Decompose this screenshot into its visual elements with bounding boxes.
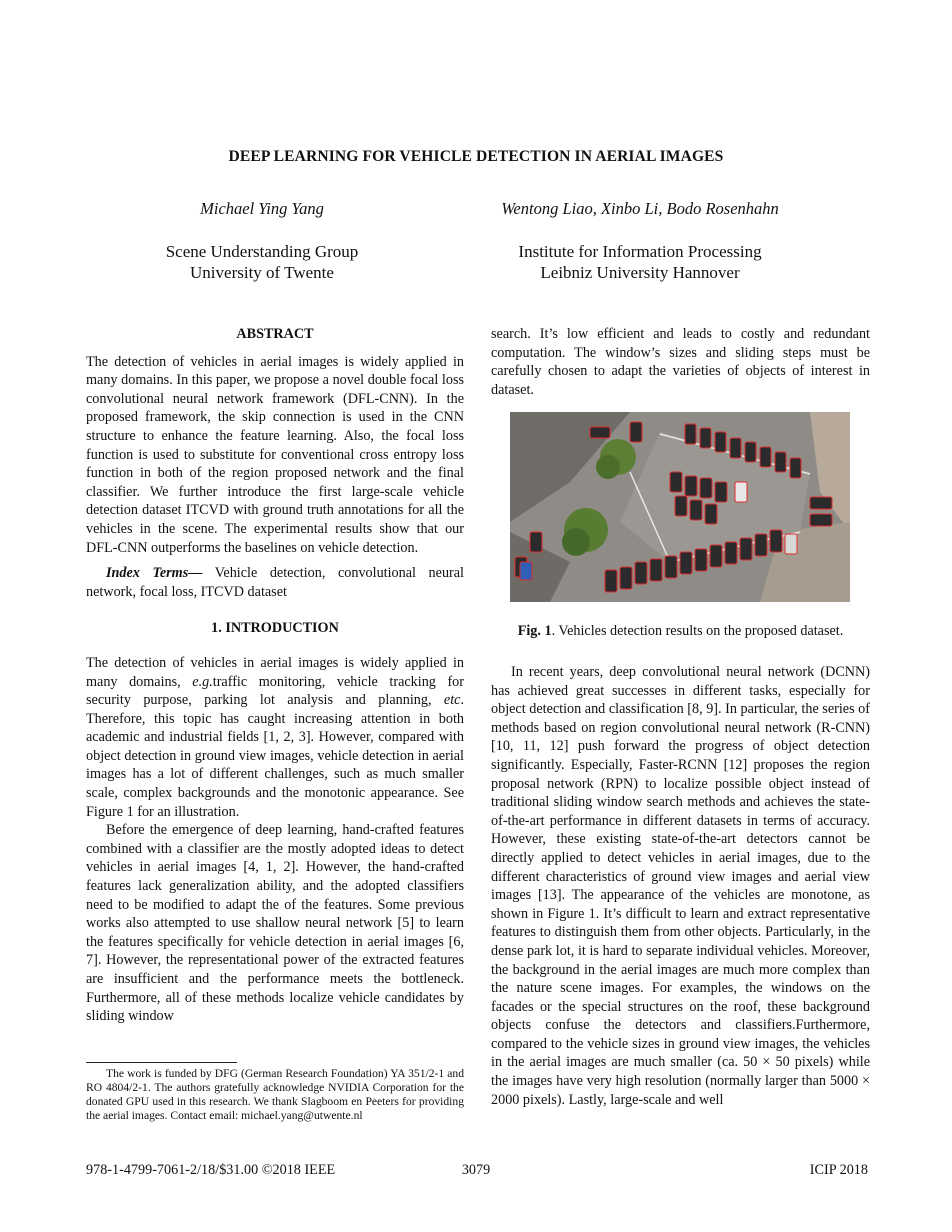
abstract-body: The detection of vehicles in aerial images is widely applied in many domains. In this paper, we propose a novel double focal loss convolutional neural network framework (DFL-CNN). In the proposed framework, the skip connection is used in the CNN structure to enhance the feature learning. Also, the focal loss function is used to substitute for conventional cross entropy loss function in both of the region proposed network and the final classifier. We further introduce the first large-scale vehicle detection dataset ITCVD with ground truth annotations for all the vehicles in the scene. The experimental results show that our DFL-CNN outperforms the baselines on vehicle detection. [86,353,464,556]
index-terms-text: Vehicle detection, convolutional neural network, focal loss, ITCVD dataset [86,565,464,600]
footnote-rule [86,1062,237,1063]
affiliation-left-line2: University of Twente [190,263,334,282]
footer-page-number: 3079 [461,1162,491,1178]
author-right: Wentong Liao, Xinbo Li, Bodo Rosenhahn [501,199,779,218]
right-top-paragraph: search. It’s low efficient and leads to costly and redundant computation. The window’s sizes and sliding steps must be carefully chosen to adapt the varieties of objects of interest in dataset. [491,326,870,398]
figure-1-image [510,412,850,602]
aerial-parking-image [510,412,850,602]
intro-p1-c: . Therefore, this topic has caught increasing attention in both academic and industrial fields [1, 2, 3]. However, compared with object detection in ground view images, vehicle detection in aerial images has a lot of different challenges, such as much smaller scale, complex backgrounds and the monotonic appearance. See Figure 1 for an illustration. [86,692,464,820]
intro-p1-eg: e.g. [192,673,213,690]
affiliation-right-line2: Leibniz University Hannover [540,263,740,282]
right-column-bottom [491,663,870,1109]
intro-paragraph-1 [86,654,464,821]
footer-right: ICIP 2018 [809,1162,868,1178]
affiliation-left [132,241,392,283]
right-column-top [491,325,870,399]
intro-p1-a: The detection of vehicles in aerial images is widely applied in many domains, [86,654,464,690]
index-terms [86,564,464,601]
intro-paragraph-2: Before the emergence of deep learning, hand-crafted features combined with a classifier are the mostly adopted ideas to detect vehicles in aerial images [4, 1, 2]. However, the hand-crafted features lack generalization ability, and the adopted classifiers need to be modified to adapt the of the features. Some previous works also attempted to use shallow neural network [5] to learn the features specifically for vehicle detection in aerial images [6, 7]. However, the representational power of the extracted features are insufficient and the performance meets the bottleneck. Furthermore, all of these methods localize vehicle candidates by sliding window [86,822,464,1025]
affiliation-right-line1: Institute for Information Processing [518,242,762,261]
left-column [86,325,464,1026]
figure-1-label: Fig. 1 [517,623,552,639]
affiliation-left-line1: Scene Understanding Group [165,242,359,261]
figure-1-caption [491,622,870,641]
paper-title: DEEP LEARNING FOR VEHICLE DETECTION IN AERIAL IMAGES [228,148,724,165]
intro-paragraph-3: In recent years, deep convolutional neural network (DCNN) has achieved great successes in different tasks, especially for object detection and classification [8, 9]. In particular, the series of methods based on region convolutional neural network (R-CNN) [10, 11, 12] push forward the progress of object detection significantly. Especially, Faster-RCNN [12] proposes the region proposal network (RPN) to localize possible object instead of traditional sliding window search methods and achieves the state-of-the-art performance in different datasets in terms of accuracy. However, these existing state-of-the-art detectors cannot be directly applied to detect vehicles in aerial images, due to the different characteristics of ground view images and aerial view images [13]. The appearance of the vehicles are monotone, as shown in Figure 1. It’s difficult to learn and extract representative features to distinguish them from other objects. Particularly, in the dense park lot, it is hard to separate individual vehicles. Moreover, the background in the aerial images are much more complex than the nature scene images. For examples, the windows on the facades or the special structures on the roof, these background objects confuse the detectors and classifiers.Furthermore, compared to the vehicle sizes in ground view images, the vehicles in the aerial images are much smaller (ca. 50 × 50 pixels) while the images have very high resolution (normally larger than 5000 × 2000 pixels). Lastly, large-scale and well [491,664,870,1108]
footer-left: 978-1-4799-7061-2/18/$31.00 ©2018 IEEE [86,1162,336,1178]
affiliation-right [470,241,810,283]
author-left: Michael Ying Yang [200,199,324,218]
introduction-heading: 1. INTRODUCTION [211,620,339,637]
footnote: The work is funded by DFG (German Research Foundation) YA 351/2-1 and RO 4804/2-1. The authors gratefully acknowledge NVIDIA Corporation for the donated GPU used in this research. We thank Slagboom en Peeters for providing the aerial images. Contact email: michael.yang@utwente.nl [86,1067,464,1122]
abstract-heading: ABSTRACT [236,326,314,342]
index-terms-label: Index Terms— [106,565,203,582]
intro-p1-etc: etc [443,692,461,709]
intro-p1-b: traffic monitoring, vehicle tracking for security purpose, parking lot analysis and planning, [86,673,464,709]
figure-1-caption-text: . Vehicles detection results on the proposed dataset. [551,623,844,639]
